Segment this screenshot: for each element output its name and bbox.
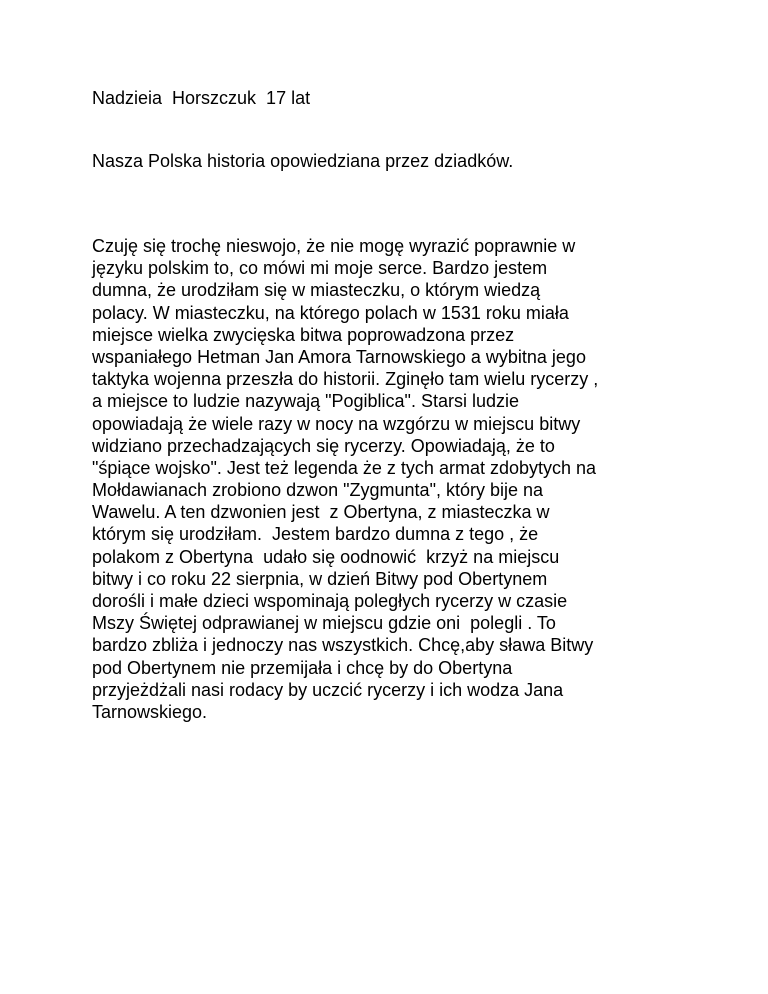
body-line: a miejsce to ludzie nazywają "Pogiblica". Starsi ludzie [92, 391, 519, 412]
body-line: opowiadają że wiele razy w nocy na wzgórzu w miejscu bitwy [92, 413, 581, 434]
body-line: dorośli i małe dzieci wspominają poległych rycerzy w czasie [92, 591, 568, 611]
body-line: pod Obertynem nie przemijała i chcę by do Obertyna [92, 657, 513, 678]
body-line: Mszy Świętej odprawianej w miejscu gdzie oni polegli . To [92, 613, 556, 634]
body-line: dumna, że urodziłam się w miasteczku, o którym wiedzą [92, 280, 541, 301]
body-line: wspaniałego Hetman Jan Amora Tarnowskiego a wybitna jego [92, 346, 586, 367]
body-line: Czuję się trochę nieswojo, że nie mogę wyrazić poprawnie w [92, 236, 576, 256]
body-line: polacy. W miasteczku, na którego polach w 1531 roku miała [92, 302, 569, 323]
body-line: bitwy i co roku 22 sierpnia, w dzień Bitwy pod Obertynem [92, 568, 548, 589]
body-line: Wawelu. A ten dzwonien jest z Obertyna, z miasteczka w [92, 502, 550, 523]
body-line: taktyka wojenna przeszła do historii. Zginęło tam wielu rycerzy , [92, 369, 599, 390]
document-title: Nasza Polska historia opowiedziana przez dziadków. [92, 151, 514, 171]
body-line: widziano przechadzających się rycerzy. Opowiadają, że to [92, 435, 555, 456]
body-line: bardzo zbliża i jednoczy nas wszystkich. Chcę,aby sława Bitwy [92, 635, 594, 656]
body-line: Tarnowskiego. [92, 701, 208, 722]
body-line: miejsce wielka zwycięska bitwa poprowadzona przez [92, 324, 515, 345]
author-line: Nadzieia Horszczuk 17 lat [92, 88, 311, 108]
body-line: przyjeżdżali nasi rodacy by uczcić rycerzy i ich wodza Jana [92, 679, 564, 700]
body-text [92, 235, 692, 723]
body-line: "śpiące wojsko". Jest też legenda że z tych armat zdobytych na [92, 457, 597, 478]
body-line: którym się urodziłam. Jestem bardzo dumna z tego , że [92, 524, 539, 545]
body-line: Mołdawianach zrobiono dzwon "Zygmunta", który bije na [92, 480, 544, 501]
body-line: języku polskim to, co mówi mi moje serce. Bardzo jestem [92, 258, 548, 279]
body-line: polakom z Obertyna udało się oodnowić krzyż na miejscu [92, 546, 560, 567]
